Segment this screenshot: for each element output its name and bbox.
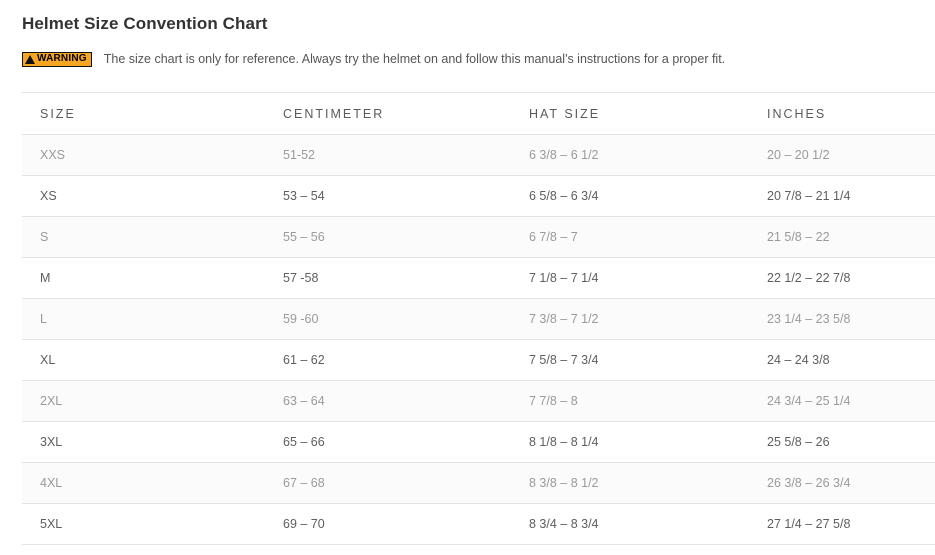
column-header-inches: INCHES (749, 93, 935, 135)
table-row (22, 463, 935, 504)
table-row (22, 176, 935, 217)
cell-inches: 21 5/8 – 22 (749, 217, 935, 258)
table-row (22, 381, 935, 422)
cell-size: S (22, 217, 265, 258)
cell-hat-size: 8 1/8 – 8 1/4 (511, 422, 749, 463)
cell-size: XXS (22, 135, 265, 176)
cell-centimeter: 67 – 68 (265, 463, 511, 504)
cell-inches: 26 3/8 – 26 3/4 (749, 463, 935, 504)
table-row (22, 422, 935, 463)
cell-centimeter: 63 – 64 (265, 381, 511, 422)
cell-size: 2XL (22, 381, 265, 422)
column-header-hat-size: HAT SIZE (511, 93, 749, 135)
cell-centimeter: 65 – 66 (265, 422, 511, 463)
cell-inches: 22 1/2 – 22 7/8 (749, 258, 935, 299)
table-body (22, 135, 935, 545)
cell-centimeter: 59 -60 (265, 299, 511, 340)
cell-inches: 24 – 24 3/8 (749, 340, 935, 381)
cell-size: 5XL (22, 504, 265, 545)
table-row (22, 340, 935, 381)
cell-inches: 24 3/4 – 25 1/4 (749, 381, 935, 422)
table-header-row (22, 93, 935, 135)
table-row (22, 504, 935, 545)
page-title: Helmet Size Convention Chart (22, 14, 268, 33)
cell-centimeter: 53 – 54 (265, 176, 511, 217)
cell-hat-size: 8 3/8 – 8 1/2 (511, 463, 749, 504)
cell-inches: 20 7/8 – 21 1/4 (749, 176, 935, 217)
cell-inches: 25 5/8 – 26 (749, 422, 935, 463)
cell-hat-size: 7 3/8 – 7 1/2 (511, 299, 749, 340)
cell-size: XL (22, 340, 265, 381)
notice-text: The size chart is only for reference. Always try the helmet on and follow this manual's instructions for a proper fit. (103, 52, 726, 66)
cell-centimeter: 57 -58 (265, 258, 511, 299)
cell-size: 4XL (22, 463, 265, 504)
column-header-centimeter: CENTIMETER (265, 93, 511, 135)
warning-notice (22, 50, 913, 68)
table-row (22, 217, 935, 258)
warning-badge (22, 52, 92, 67)
cell-hat-size: 6 5/8 – 6 3/4 (511, 176, 749, 217)
table-row (22, 258, 935, 299)
cell-size: L (22, 299, 265, 340)
cell-centimeter: 51-52 (265, 135, 511, 176)
cell-hat-size: 7 5/8 – 7 3/4 (511, 340, 749, 381)
cell-hat-size: 6 7/8 – 7 (511, 217, 749, 258)
cell-size: XS (22, 176, 265, 217)
cell-inches: 27 1/4 – 27 5/8 (749, 504, 935, 545)
cell-hat-size: 7 7/8 – 8 (511, 381, 749, 422)
table-row (22, 135, 935, 176)
cell-inches: 23 1/4 – 23 5/8 (749, 299, 935, 340)
cell-centimeter: 69 – 70 (265, 504, 511, 545)
cell-hat-size: 6 3/8 – 6 1/2 (511, 135, 749, 176)
warning-badge-label: WARNING (37, 53, 87, 64)
cell-size: 3XL (22, 422, 265, 463)
cell-hat-size: 7 1/8 – 7 1/4 (511, 258, 749, 299)
table-row (22, 299, 935, 340)
size-table (22, 92, 935, 545)
table-header (22, 93, 935, 135)
cell-size: M (22, 258, 265, 299)
warning-triangle-icon (25, 55, 35, 64)
cell-inches: 20 – 20 1/2 (749, 135, 935, 176)
column-header-size: SIZE (22, 93, 265, 135)
cell-centimeter: 55 – 56 (265, 217, 511, 258)
size-chart-page (0, 8, 935, 555)
cell-hat-size: 8 3/4 – 8 3/4 (511, 504, 749, 545)
cell-centimeter: 61 – 62 (265, 340, 511, 381)
